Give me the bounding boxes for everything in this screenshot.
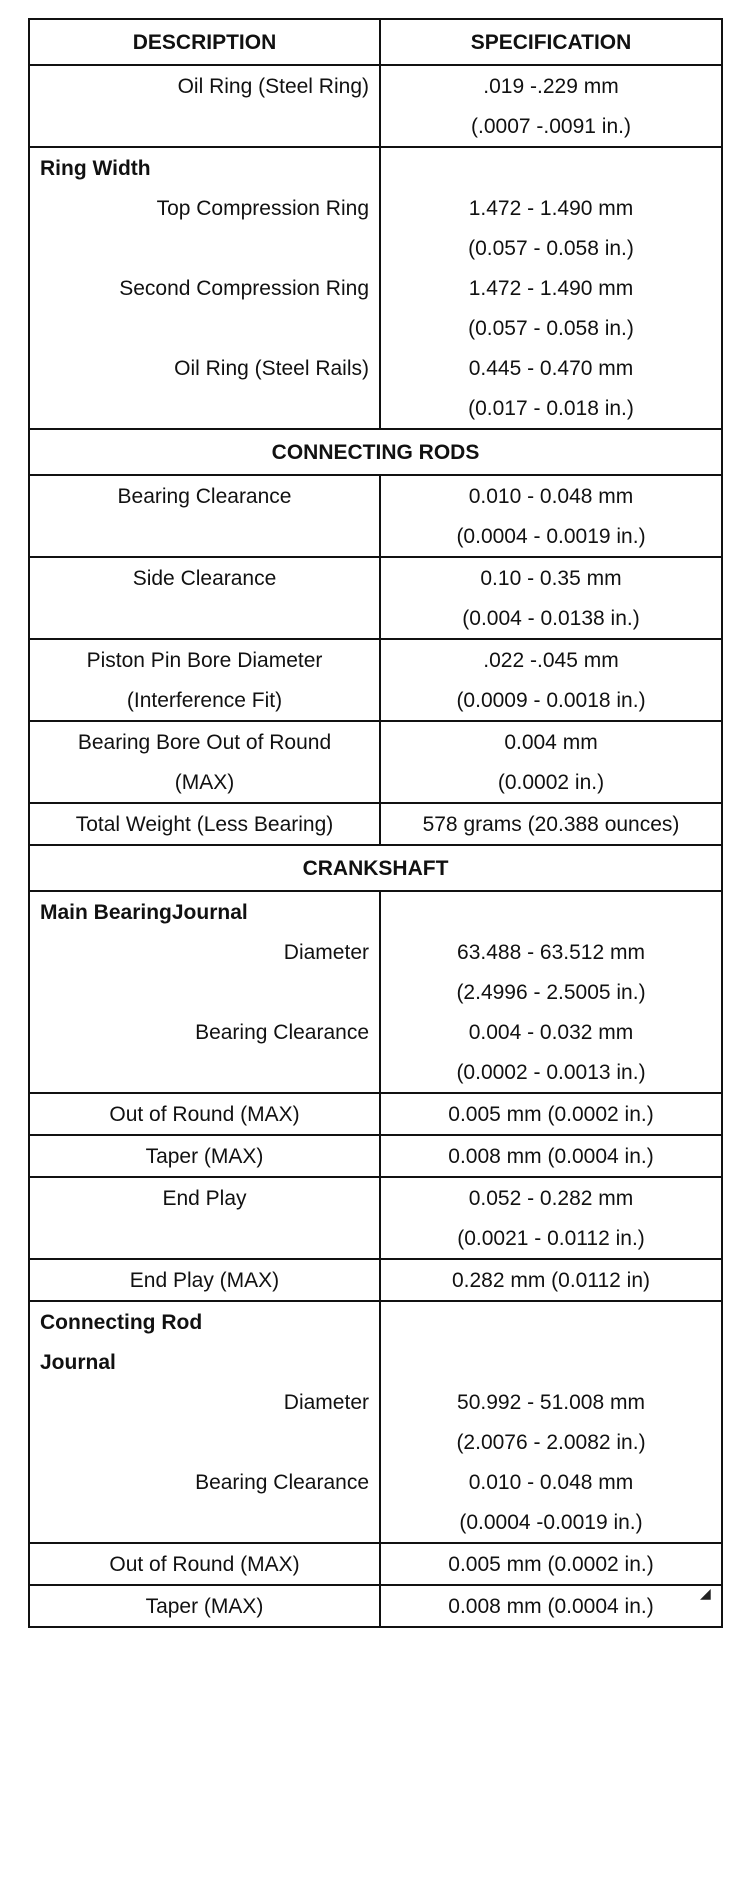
row-specification: 0.005 mm (0.0002 in.) (380, 1093, 722, 1135)
row-description: Bearing Bore Out of Round (29, 721, 380, 762)
table-row (29, 972, 722, 1012)
row-description: Bearing Clearance (29, 1012, 380, 1052)
row-specification: (0.004 - 0.0138 in.) (380, 598, 722, 639)
row-specification: 0.008 mm (0.0004 in.) (380, 1585, 722, 1627)
table-row (29, 598, 722, 639)
row-specification: 0.008 mm (0.0004 in.) (380, 1135, 722, 1177)
row-specification: 0.005 mm (0.0002 in.) (380, 1543, 722, 1585)
table-row (29, 1585, 722, 1627)
row-description: Taper (MAX) (29, 1135, 380, 1177)
row-specification: 1.472 - 1.490 mm (380, 268, 722, 308)
row-description: Total Weight (Less Bearing) (29, 803, 380, 845)
row-specification: (2.4996 - 2.5005 in.) (380, 972, 722, 1012)
section-title: CONNECTING RODS (29, 429, 722, 475)
subheading-ring-width: Ring Width (29, 147, 380, 188)
row-description: End Play (29, 1177, 380, 1218)
row-specification: (0.0002 - 0.0013 in.) (380, 1052, 722, 1093)
spec-table (28, 18, 723, 1628)
table-row (29, 1093, 722, 1135)
row-description (29, 388, 380, 429)
row-description (29, 1218, 380, 1259)
row-specification: 0.445 - 0.470 mm (380, 348, 722, 388)
table-row (29, 1052, 722, 1093)
table-row (29, 65, 722, 106)
row-specification: (0.0002 in.) (380, 762, 722, 803)
row-specification: .019 -.229 mm (380, 65, 722, 106)
row-description: (MAX) (29, 762, 380, 803)
row-specification: .022 -.045 mm (380, 639, 722, 680)
row-specification: (0.057 - 0.058 in.) (380, 228, 722, 268)
row-specification (380, 147, 722, 188)
row-specification: 0.004 - 0.032 mm (380, 1012, 722, 1052)
row-description: Bearing Clearance (29, 1462, 380, 1502)
row-description (29, 1422, 380, 1462)
row-description: Oil Ring (Steel Ring) (29, 65, 380, 106)
subheading-row (29, 147, 722, 188)
row-specification: 1.472 - 1.490 mm (380, 188, 722, 228)
table-row (29, 762, 722, 803)
table-row (29, 1502, 722, 1543)
row-description (29, 516, 380, 557)
stray-mark-icon: ◢ (700, 1585, 711, 1601)
header-specification: SPECIFICATION (380, 19, 722, 65)
table-row (29, 1462, 722, 1502)
section-row-crankshaft (29, 845, 722, 891)
row-description (29, 308, 380, 348)
table-row (29, 680, 722, 721)
table-row (29, 721, 722, 762)
row-description: Top Compression Ring (29, 188, 380, 228)
row-specification: (.0007 -.0091 in.) (380, 106, 722, 147)
table-row (29, 1259, 722, 1301)
table-row (29, 1422, 722, 1462)
subheading-row (29, 891, 722, 932)
table-row (29, 388, 722, 429)
subheading-row (29, 1301, 722, 1342)
row-specification: (2.0076 - 2.0082 in.) (380, 1422, 722, 1462)
row-specification (380, 891, 722, 932)
row-description: Bearing Clearance (29, 475, 380, 516)
row-description: Out of Round (MAX) (29, 1543, 380, 1585)
header-description: DESCRIPTION (29, 19, 380, 65)
row-description (29, 598, 380, 639)
subheading-main-bearing-journal: Main BearingJournal (29, 891, 380, 932)
table-row (29, 1012, 722, 1052)
row-specification: 0.052 - 0.282 mm (380, 1177, 722, 1218)
row-specification: 50.992 - 51.008 mm (380, 1382, 722, 1422)
row-description: Second Compression Ring (29, 268, 380, 308)
row-description: Oil Ring (Steel Rails) (29, 348, 380, 388)
header-row (29, 19, 722, 65)
row-specification: 0.10 - 0.35 mm (380, 557, 722, 598)
row-specification: (0.0021 - 0.0112 in.) (380, 1218, 722, 1259)
table-row (29, 228, 722, 268)
section-title: CRANKSHAFT (29, 845, 722, 891)
section-row-connecting-rods (29, 429, 722, 475)
row-specification: 578 grams (20.388 ounces) (380, 803, 722, 845)
row-description (29, 106, 380, 147)
row-description: Out of Round (MAX) (29, 1093, 380, 1135)
table-row (29, 557, 722, 598)
table-row (29, 1543, 722, 1585)
row-specification: 0.004 mm (380, 721, 722, 762)
table-row (29, 932, 722, 972)
table-row (29, 1177, 722, 1218)
row-description: Taper (MAX) (29, 1585, 380, 1627)
table-row (29, 308, 722, 348)
subheading-connecting-rod: Connecting Rod (29, 1301, 380, 1342)
row-description: End Play (MAX) (29, 1259, 380, 1301)
table-row (29, 268, 722, 308)
row-description: (Interference Fit) (29, 680, 380, 721)
row-specification: (0.0009 - 0.0018 in.) (380, 680, 722, 721)
subheading-journal: Journal (29, 1342, 380, 1382)
table-row (29, 1382, 722, 1422)
table-row (29, 475, 722, 516)
table-row (29, 1218, 722, 1259)
row-specification (380, 1301, 722, 1342)
row-specification (380, 1342, 722, 1382)
row-description (29, 1052, 380, 1093)
row-description: Piston Pin Bore Diameter (29, 639, 380, 680)
table-row (29, 106, 722, 147)
table-row (29, 1135, 722, 1177)
row-description: Diameter (29, 1382, 380, 1422)
row-specification: 0.010 - 0.048 mm (380, 475, 722, 516)
row-description (29, 1502, 380, 1543)
table-row (29, 639, 722, 680)
row-description: Side Clearance (29, 557, 380, 598)
table-row (29, 348, 722, 388)
row-description (29, 228, 380, 268)
table-row (29, 516, 722, 557)
row-specification: (0.057 - 0.058 in.) (380, 308, 722, 348)
table-row (29, 188, 722, 228)
subheading-row (29, 1342, 722, 1382)
row-specification: 63.488 - 63.512 mm (380, 932, 722, 972)
row-description (29, 972, 380, 1012)
row-description: Diameter (29, 932, 380, 972)
table-row (29, 803, 722, 845)
row-specification: 0.010 - 0.048 mm (380, 1462, 722, 1502)
row-specification: 0.282 mm (0.0112 in) (380, 1259, 722, 1301)
row-specification: (0.017 - 0.018 in.) (380, 388, 722, 429)
row-specification: (0.0004 - 0.0019 in.) (380, 516, 722, 557)
row-specification: (0.0004 -0.0019 in.) (380, 1502, 722, 1543)
